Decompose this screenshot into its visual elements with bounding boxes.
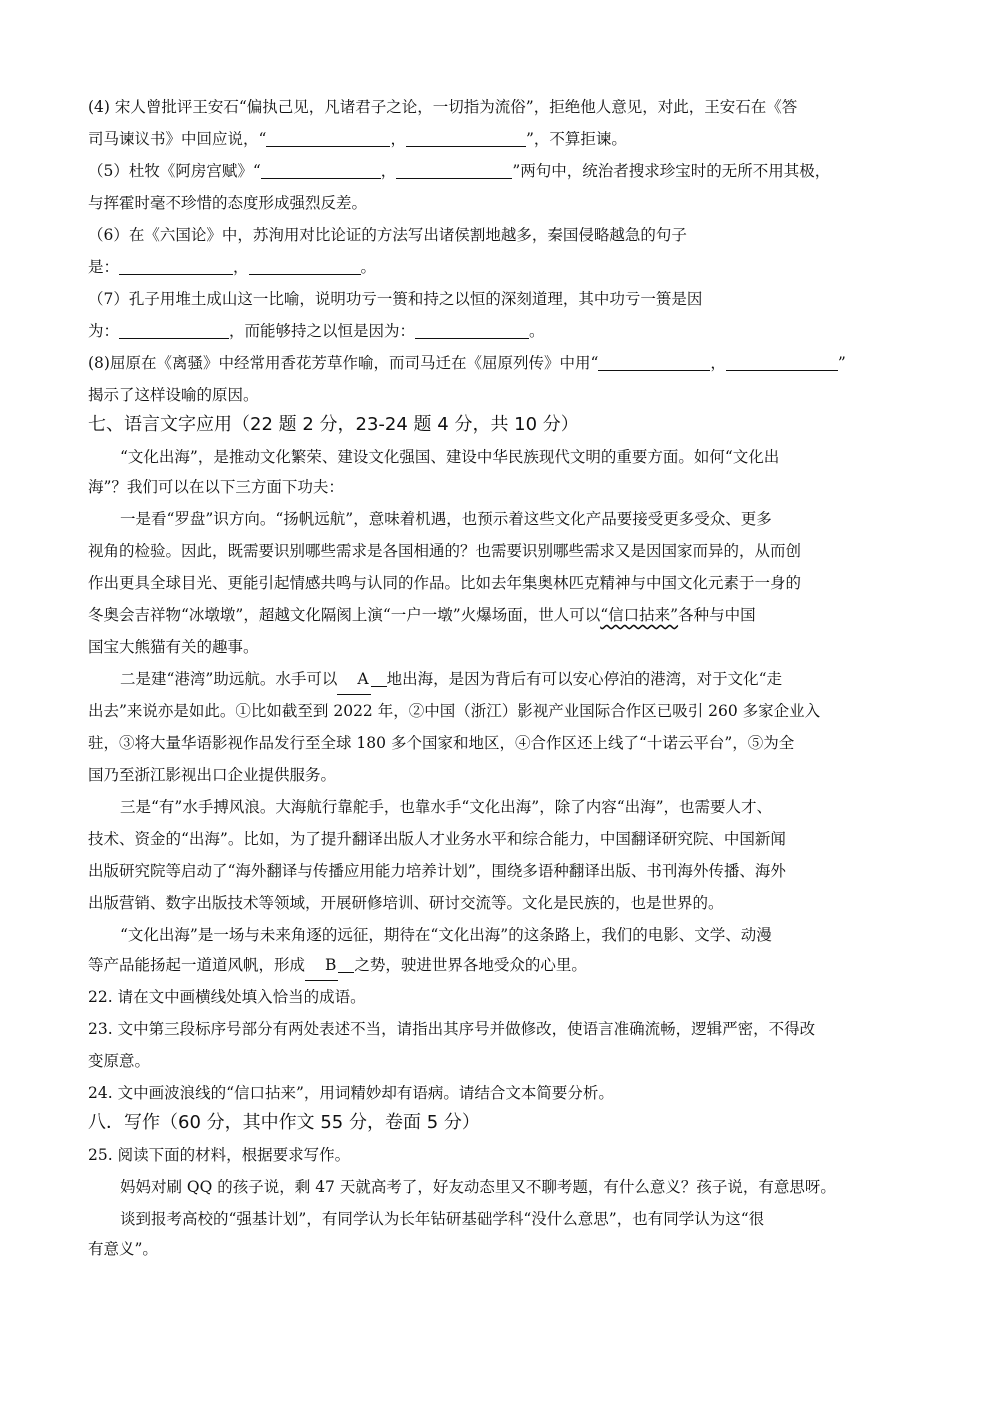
answer-blank[interactable] [406,128,526,147]
answer-blank[interactable] [249,256,361,275]
passage-p1-line: 海”？我们可以在以下三方面下功夫： [88,478,344,496]
answer-blank[interactable] [598,352,710,371]
passage-p3-line: 国乃至浙江影视出口企业提供服务。 [88,766,337,784]
passage-p2-line: 一是看“罗盘”识方向。“扬帆远航”，意味着机遇，也预示着这些文化产品要接受更多受众、更多 [120,510,772,528]
q6-line-2: 是： ， 。 [88,258,377,276]
answer-blank[interactable] [119,320,229,339]
q5-line-1: （5）杜牧《阿房宫赋》“ ， ”两句中，统治者搜求珍宝时的无所不用其极， [88,162,831,180]
answer-blank[interactable] [266,128,390,147]
answer-blank[interactable] [119,256,233,275]
section-8-title: 八．写作（60 分，其中作文 55 分，卷面 5 分） [88,1112,480,1133]
passage-p2-line: 冬奥会吉祥物“冰墩墩”，超越文化隔阂上演“一户一墩”火爆场面，世人可以“信口拈来”各种与中国 [88,606,756,624]
passage-p3-line: 二是建“港湾”助远航。水手可以 A 地出海，是因为背后有可以安心停泊的港湾，对于文化“走 [88,664,940,695]
section-7-title: 七、语言文字应用（22 题 2 分，23-24 题 4 分，共 10 分） [88,414,579,435]
material-line: 有意义”。 [88,1240,158,1258]
passage-p5-line: “文化出海”是一场与未来角逐的远征，期待在“文化出海”的这条路上，我们的电影、文学、动漫 [120,926,772,944]
answer-blank[interactable] [415,320,529,339]
passage-p4-line: 技术、资金的“出海”。比如，为了提升翻译出版人才业务水平和综合能力，中国翻译研究院、中国新闻 [88,830,786,848]
passage-p4-line: 三是“有”水手搏风浪。大海航行靠舵手，也靠水手“文化出海”，除了内容“出海”，也需要人才、 [120,798,773,816]
material-line: 谈到报考高校的“强基计划”，有同学认为长年钻研基础学科“没什么意思”，也有同学认为这“很 [120,1210,765,1228]
question-22: 22. 请在文中画横线处填入恰当的成语。 [88,988,366,1006]
passage-p2-line: 国宝大熊猫有关的趣事。 [88,638,259,656]
material-line: 妈妈对刷 QQ 的孩子说，剩 47 天就高考了，好友动态里又不聊考题，有什么意义？孩子说，有意思呀。 [120,1178,836,1196]
q4-line-2: 司马谏议书》中回应说，“ ， ”，不算拒谏。 [88,130,627,148]
q4-line-1: (4) 宋人曾批评王安石“偏执己见，凡诸君子之论，一切指为流俗”，拒绝他人意见，对此，王安石在《答 [88,98,798,116]
answer-blank[interactable] [261,160,381,179]
answer-blank[interactable] [396,160,512,179]
passage-p3-line: 驻，③将大量华语影视作品发行至全球 180 多个国家和地区，④合作区还上线了“十诺云平台”，⑤为全 [88,734,795,752]
question-25: 25. 阅读下面的材料，根据要求写作。 [88,1146,351,1164]
q6-line-1: （6）在《六国论》中，苏洵用对比论证的方法写出诸侯割地越多，秦国侵略越急的句子 [88,226,687,244]
blank-A-tail [371,668,387,687]
passage-p4-line: 出版研究院等启动了“海外翻译与传播应用能力培养计划”，围绕多语种翻译出版、书刊海外传播、海外 [88,862,786,880]
question-23-line: 23. 文中第三段标序号部分有两处表述不当，请指出其序号并做修改，使语言准确流畅，逻辑严密，不得改 [88,1020,816,1038]
blank-B[interactable]: B [305,950,338,981]
passage-p2-line: 视角的检验。因此，既需要识别哪些需求是各国相通的？也需要识别哪些需求又是因国家而异的，从而创 [88,542,802,560]
q8-line-1: (8)屈原在《离骚》中经常用香花芳草作喻，而司马迁在《屈原列传》中用“ ， ” [88,354,846,372]
question-23-line: 变原意。 [88,1052,151,1070]
passage-p4-line: 出版营销、数字出版技术等领域，开展研修培训、研讨交流等。文化是民族的，也是世界的。 [88,894,724,912]
q7-line-1: （7）孔子用堆土成山这一比喻，说明功亏一篑和持之以恒的深刻道理，其中功亏一篑是因 [88,290,703,308]
q8-line-2: 揭示了这样设喻的原因。 [88,386,259,404]
answer-blank[interactable] [726,352,838,371]
passage-p3-line: 出去”来说亦是如此。①比如截至到 2022 年，②中国（浙江）影视产业国际合作区已吸引 260 多家企业入 [88,702,821,720]
passage-p2-line: 作出更具全球目光、更能引起情感共鸣与认同的作品。比如去年集奥林匹克精神与中国文化元素于一身的 [88,574,802,592]
question-24: 24. 文中画波浪线的“信口拈来”，用词精妙却有语病。请结合文本简要分析。 [88,1084,614,1102]
q5-line-2: 与挥霍时毫不珍惜的态度形成强烈反差。 [88,194,368,212]
blank-B-tail [338,954,354,973]
passage-p5-line: 等产品能扬起一道道风帆，形成 B 之势，驶进世界各地受众的心里。 [88,950,908,981]
wavy-underlined-phrase: “信口拈来” [600,606,679,624]
blank-A[interactable]: A [337,664,370,695]
q7-line-2: 为： ，而能够持之以恒是因为： 。 [88,322,545,340]
passage-p1-line: “文化出海”，是推动文化繁荣、建设文化强国、建设中华民族现代文明的重要方面。如何“文化出 [120,448,780,466]
